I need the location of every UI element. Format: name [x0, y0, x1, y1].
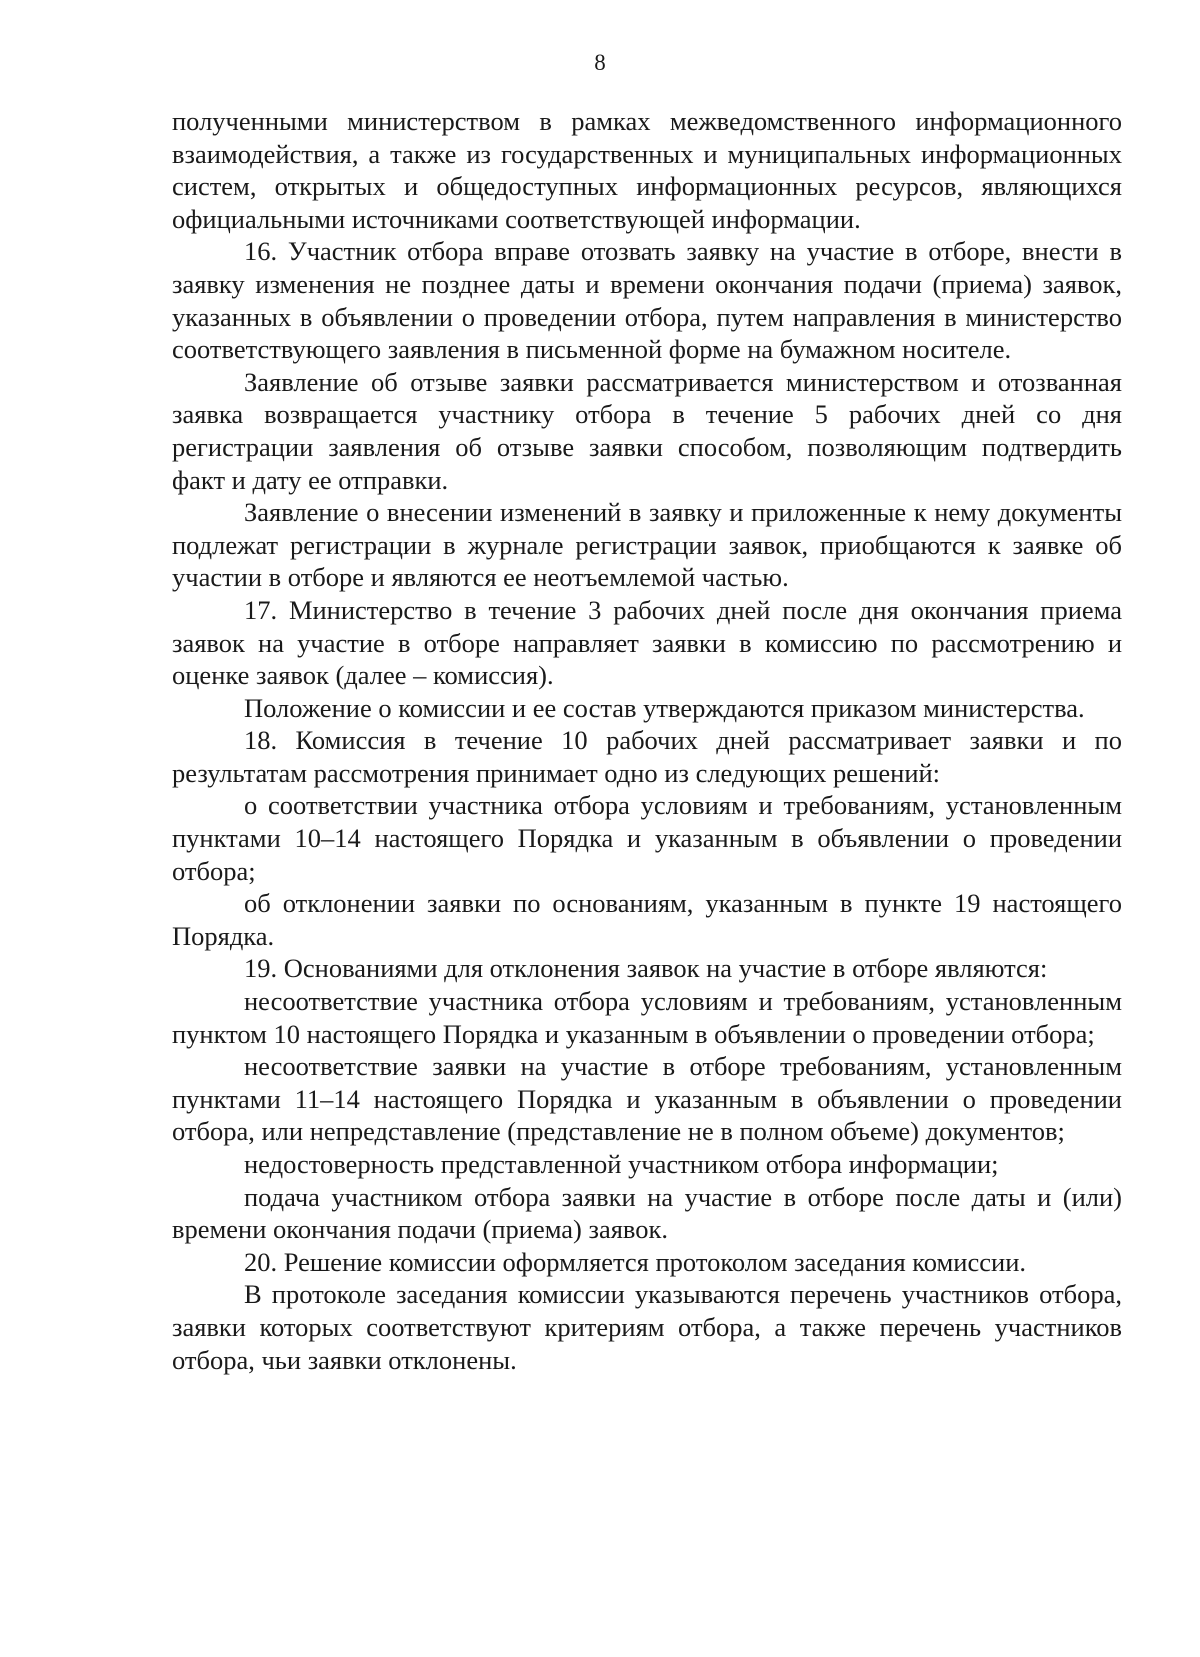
- paragraph-20: 20. Решение комиссии оформляется протоколом заседания комиссии.: [244, 1246, 1026, 1277]
- document-body: [172, 105, 1122, 1376]
- paragraph-ground-participant: несоответствие участника отбора условиям и требованиям, установленным пунктом 10 настоящего Порядка и указанным в объявлении о проведении отбора;: [172, 986, 1122, 1049]
- paragraph-ground-unreliable: недостоверность представленной участником отбора информации;: [244, 1149, 999, 1179]
- paragraph-19: 19. Основаниями для отклонения заявок на участие в отборе являются:: [244, 953, 1048, 984]
- paragraph-changes-statement: Заявление о внесении изменений в заявку и приложенные к нему документы подлежат регистрации в журнале регистрации заявок, приобщаются к заявке об участии в отборе и являются ее неотъемлемой частью.: [172, 497, 1122, 593]
- paragraph-continuation: полученными министерством в рамках межведомственного информационного взаимодействия, а также из государственных и муниципальных информационных систем, открытых и общедоступных информационных ресурсов, являющихся официальными источниками соответствующей информации.: [172, 106, 1122, 234]
- page-number: 8: [594, 50, 606, 75]
- paragraph-ground-late: подача участником отбора заявки на участие в отборе после даты и (или) времени окончания подачи (приема) заявок.: [172, 1181, 1122, 1245]
- paragraph-commission-regulation: Положение о комиссии и ее состав утверждаются приказом министерства.: [244, 692, 1085, 723]
- paragraph-16: 16. Участник отбора вправе отозвать заявку на участие в отборе, внести в заявку изменения не позднее даты и времени окончания подачи (приема) заявок, указанных в объявлении о проведении отбора, путем направления в министерство соответствующего заявления в письменной форме на бумажном носителе.: [172, 236, 1122, 365]
- paragraph-ground-application: несоответствие заявки на участие в отборе требованиям, установленным пунктами 11–14 настоящего Порядка и указанным в объявлении о проведении отбора, или непредставление (представление не в полном объеме) документов;: [172, 1051, 1122, 1147]
- paragraph-decision-rejection: об отклонении заявки по основаниям, указанным в пункте 19 настоящего Порядка.: [172, 888, 1122, 951]
- paragraph-decision-compliance: о соответствии участника отбора условиям и требованиям, установленным пунктами 10–14 настоящего Порядка и указанным в объявлении о проведении отбора;: [172, 790, 1122, 886]
- paragraph-18: 18. Комиссия в течение 10 рабочих дней рассматривает заявки и по результатам рассмотрения принимает одно из следующих решений:: [172, 725, 1122, 788]
- paragraph-protocol-contents: В протоколе заседания комиссии указываются перечень участников отбора, заявки которых соответствуют критериям отбора, а также перечень участников отбора, чьи заявки отклонены.: [172, 1279, 1122, 1375]
- paragraph-17: 17. Министерство в течение 3 рабочих дней после дня окончания приема заявок на участие в отборе направляет заявки в комиссию по рассмотрению и оценке заявок (далее – комиссия).: [172, 594, 1122, 691]
- paragraph-withdrawal-statement: Заявление об отзыве заявки рассматривается министерством и отозванная заявка возвращается участнику отбора в течение 5 рабочих дней со дня регистрации заявления об отзыве заявки способом, позволяющим подтвердить факт и дату ее отправки.: [172, 366, 1122, 495]
